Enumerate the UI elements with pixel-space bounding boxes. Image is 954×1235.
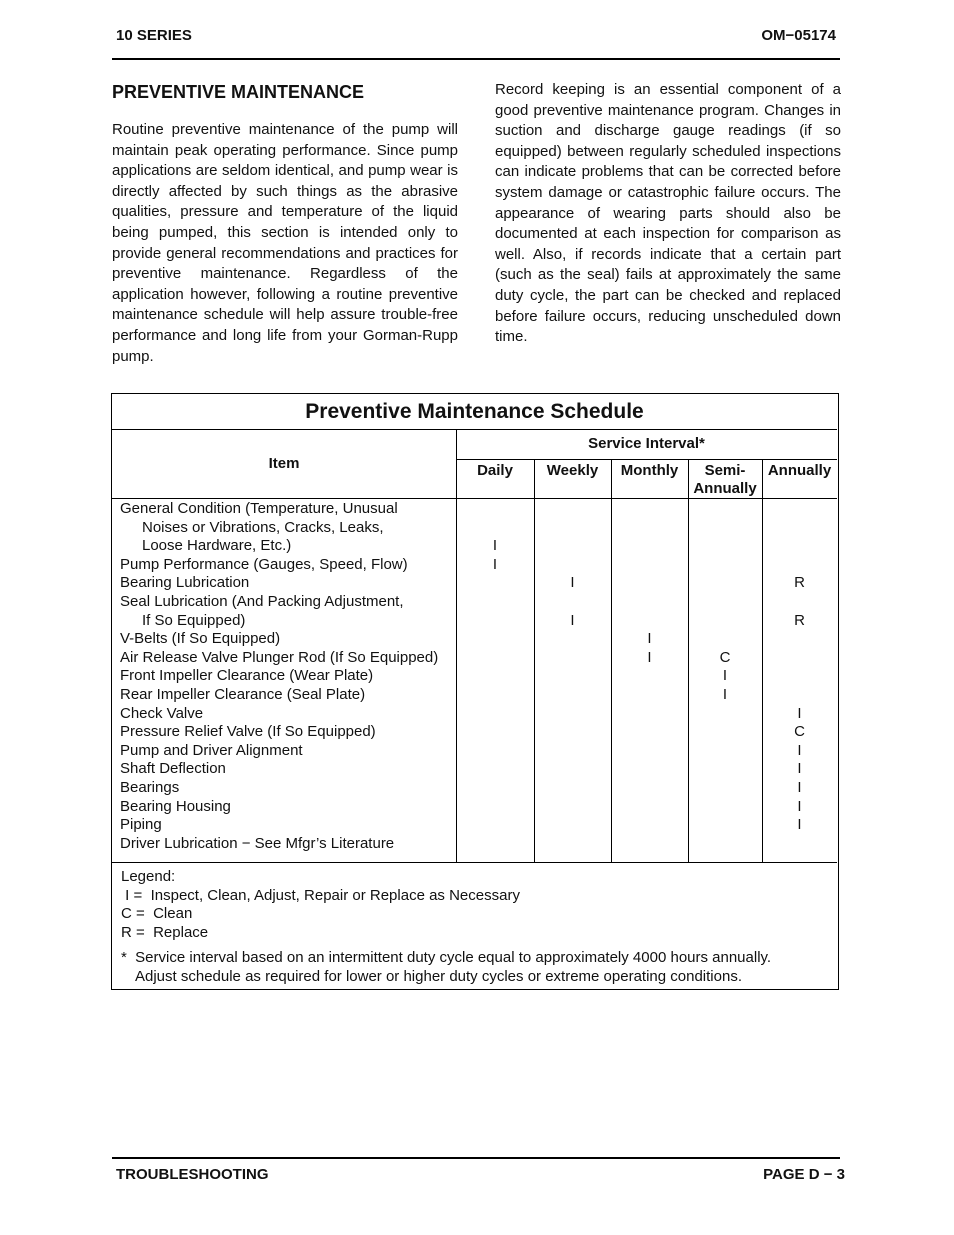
mark-semiannual: [688, 723, 762, 742]
footer-rule: [112, 1157, 840, 1159]
mark-weekly: [534, 760, 611, 779]
left-paragraph: Routine preventive maintenance of the pump will maintain peak operating performance. Since pump applications are seldom identical, and pump wear is directly affected by such things as the abrasive qualities, pressure and temperature of the liquid being pumped, this section is intended only to provide general recommendations and practices for preventive maintenance. Regardless of the application however, following a routine preventive maintenance schedule will help assure trouble-free performance and long life from your Gorman-Rupp pump.: [112, 121, 458, 365]
mark-semiannual: [688, 630, 762, 649]
mark-semiannual: [688, 705, 762, 724]
mark-weekly: [534, 779, 611, 798]
legend-entry-replace: R = Replace: [121, 923, 209, 941]
mark-monthly: I: [647, 630, 652, 648]
mark-annual: [762, 649, 837, 668]
mark-weekly: [534, 835, 611, 854]
schedule-item-line: Pump Performance (Gauges, Speed, Flow): [120, 555, 408, 573]
mark-annual: [762, 835, 837, 854]
mark-semiannual: [688, 519, 762, 538]
mark-semiannual: I: [722, 685, 728, 703]
mark-semiannual: [688, 835, 762, 854]
mark-annual: [762, 537, 837, 556]
mark-semiannual: [688, 556, 762, 575]
schedule-item-line: General Condition (Temperature, Unusual: [120, 500, 398, 517]
col-header-daily: Daily: [477, 462, 513, 479]
mark-weekly: [534, 500, 611, 519]
mark-monthly: [611, 798, 688, 817]
mark-annual: I: [797, 816, 802, 834]
mark-monthly: [611, 574, 688, 593]
mark-monthly: [611, 686, 688, 705]
mark-semiannual: [688, 593, 762, 612]
header-doc-number: OM−05174: [761, 27, 836, 44]
footer-page-number: PAGE D − 3: [763, 1166, 845, 1183]
mark-monthly: [611, 537, 688, 556]
mark-weekly: I: [570, 574, 575, 592]
mark-monthly: [611, 500, 688, 519]
schedule-item-line: Check Valve: [120, 704, 204, 722]
mark-semiannual: [688, 574, 762, 593]
mark-daily: [456, 742, 534, 761]
mark-monthly: [611, 835, 688, 854]
mark-monthly: [611, 612, 688, 631]
mark-annual: I: [797, 741, 802, 759]
mark-monthly: [611, 816, 688, 835]
mark-weekly: [534, 519, 611, 538]
mark-monthly: [611, 667, 688, 686]
mark-daily: [456, 593, 534, 612]
mark-daily: [456, 519, 534, 538]
mark-annual: [762, 519, 837, 538]
mark-annual: [762, 556, 837, 575]
schedule-item-line: Seal Lubrication (And Packing Adjustment,: [120, 592, 404, 610]
footer-section: TROUBLESHOOTING: [116, 1166, 269, 1183]
right-column: [495, 80, 841, 348]
mark-semiannual: C: [719, 648, 731, 666]
schedule-item-line: Front Impeller Clearance (Wear Plate): [120, 667, 374, 685]
marks-weekly: [534, 500, 611, 853]
marks-annual: [762, 500, 837, 853]
schedule-item-line: V-Belts (If So Equipped): [120, 630, 281, 648]
mark-weekly: [534, 705, 611, 724]
mark-monthly: [611, 723, 688, 742]
mark-daily: [456, 649, 534, 668]
legend: [121, 868, 520, 942]
mark-annual: I: [797, 704, 802, 722]
mark-daily: [456, 816, 534, 835]
mark-annual: R: [794, 611, 805, 629]
mark-monthly: [611, 519, 688, 538]
mark-annual: [762, 630, 837, 649]
header-series: 10 SERIES: [116, 27, 192, 44]
schedule-title: Preventive Maintenance Schedule: [305, 400, 644, 423]
item-header: Item: [268, 455, 300, 472]
mark-semiannual: [688, 500, 762, 519]
mark-annual: C: [794, 723, 805, 741]
mark-annual: I: [797, 760, 802, 778]
mark-daily: [456, 574, 534, 593]
mark-daily: [456, 798, 534, 817]
service-interval-note: [121, 949, 771, 986]
marks-semiannual: [688, 500, 762, 853]
left-column: [112, 80, 458, 367]
body-legend-divider: [112, 862, 837, 863]
schedule-item-line: Air Release Valve Plunger Rod (If So Equipped): [120, 648, 439, 666]
mark-daily: [456, 612, 534, 631]
mark-monthly: [611, 593, 688, 612]
mark-daily: [456, 630, 534, 649]
mark-weekly: [534, 630, 611, 649]
mark-annual: I: [797, 797, 802, 815]
mark-annual: [762, 593, 837, 612]
mark-weekly: [534, 649, 611, 668]
mark-semiannual: I: [722, 667, 728, 685]
note-line-2: Adjust schedule as required for lower or higher duty cycles or extreme operating conditions.: [135, 967, 742, 985]
mark-monthly: I: [647, 648, 652, 666]
mark-daily: [456, 705, 534, 724]
mark-semiannual: [688, 779, 762, 798]
mark-daily: [456, 686, 534, 705]
mark-daily: [456, 835, 534, 854]
mark-weekly: [534, 816, 611, 835]
schedule-item-line: Driver Lubrication − See Mfgr’s Literature: [120, 834, 395, 852]
mark-weekly: [534, 593, 611, 612]
col-header-annually: Annually: [767, 462, 832, 479]
schedule-item-line: Shaft Deflection: [120, 760, 226, 778]
mark-monthly: [611, 556, 688, 575]
mark-annual: R: [794, 574, 805, 592]
mark-weekly: I: [570, 611, 575, 629]
mark-weekly: [534, 686, 611, 705]
interval-divider: [456, 459, 837, 460]
mark-semiannual: [688, 798, 762, 817]
schedule-item-line: Noises or Vibrations, Cracks, Leaks,: [142, 518, 384, 536]
schedule-item-line: Piping: [120, 816, 162, 834]
schedule-item-line: Pressure Relief Valve (If So Equipped): [120, 723, 376, 741]
mark-daily: [456, 760, 534, 779]
service-interval-header: Service Interval*: [588, 435, 705, 452]
item-list: [120, 500, 438, 853]
mark-monthly: [611, 779, 688, 798]
mark-annual: [762, 686, 837, 705]
col-header-monthly: Monthly: [620, 462, 679, 479]
mark-weekly: [534, 723, 611, 742]
header-body-divider: [112, 498, 837, 499]
legend-title: Legend:: [121, 868, 176, 885]
mark-weekly: [534, 537, 611, 556]
mark-weekly: [534, 667, 611, 686]
schedule-item-line: If So Equipped): [142, 611, 246, 629]
right-paragraph: Record keeping is an essential component of a good preventive maintenance program. Changes in suction and discharge gauge readings (if so equipped) between regularly scheduled inspections can indicate problems that can be corrected before system damage or catastrophic failure occurs. The appearance of wearing parts should also be documented at each inspection for comparison as well. Also, if records indicate that a certain part (such as the seal) fails at approximately the same duty cycle, the part can be checked and replaced before failure occurs, reducing unscheduled down time.: [495, 81, 841, 346]
mark-daily: [456, 500, 534, 519]
col-header-weekly: Weekly: [546, 462, 599, 479]
note-line-1: * Service interval based on an intermittent duty cycle equal to approximately 4000 hours annually.: [121, 949, 772, 966]
header-rule: [112, 58, 840, 60]
mark-daily: [456, 779, 534, 798]
mark-annual: [762, 500, 837, 519]
section-title: PREVENTIVE MAINTENANCE: [112, 82, 365, 102]
marks-monthly: [611, 500, 688, 853]
legend-entry-clean: C = Clean: [121, 905, 193, 923]
mark-weekly: [534, 798, 611, 817]
title-divider: [112, 429, 837, 430]
schedule-item-line: Loose Hardware, Etc.): [142, 537, 292, 555]
mark-annual: I: [797, 778, 802, 796]
mark-monthly: [611, 742, 688, 761]
mark-daily: [456, 667, 534, 686]
schedule-item-line: Pump and Driver Alignment: [120, 741, 303, 759]
mark-annual: [762, 667, 837, 686]
col-header-semiannually: Semi- Annually: [693, 462, 757, 497]
mark-daily: I: [492, 555, 498, 573]
schedule-item-line: Bearings: [120, 778, 180, 796]
mark-semiannual: [688, 816, 762, 835]
marks-daily: [456, 500, 534, 853]
mark-daily: I: [492, 537, 498, 555]
schedule-item-line: Bearing Lubrication: [120, 574, 250, 592]
mark-semiannual: [688, 742, 762, 761]
mark-semiannual: [688, 537, 762, 556]
mark-semiannual: [688, 760, 762, 779]
mark-daily: [456, 723, 534, 742]
legend-entry-inspect: I = Inspect, Clean, Adjust, Repair or Replace as Necessary: [121, 886, 520, 904]
mark-semiannual: [688, 612, 762, 631]
mark-weekly: [534, 556, 611, 575]
mark-monthly: [611, 760, 688, 779]
mark-weekly: [534, 742, 611, 761]
schedule-item-line: Bearing Housing: [120, 797, 231, 815]
schedule-item-line: Rear Impeller Clearance (Seal Plate): [120, 685, 366, 703]
mark-monthly: [611, 705, 688, 724]
